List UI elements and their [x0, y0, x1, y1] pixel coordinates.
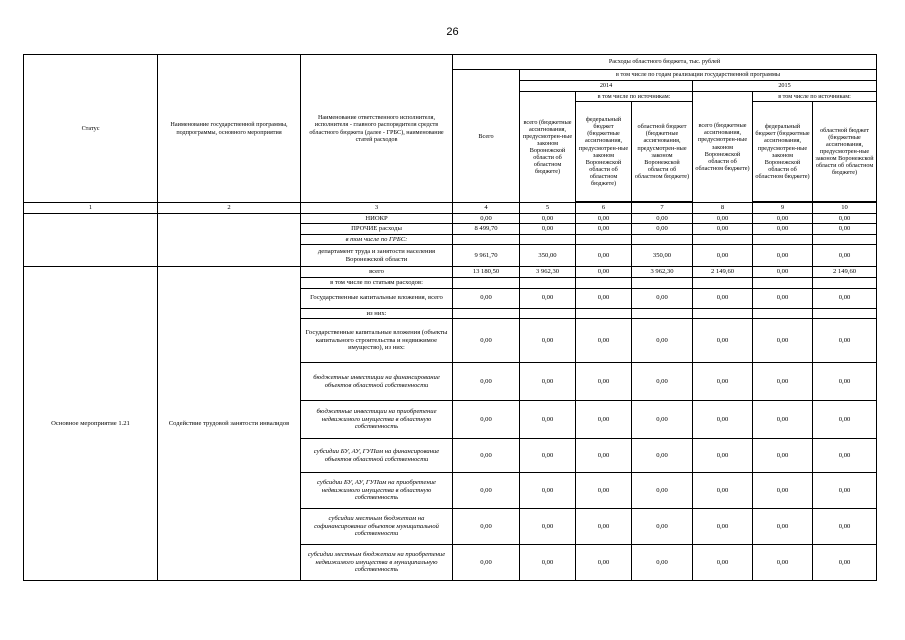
cell-value: 0,00 [693, 473, 753, 509]
cell-value: 0,00 [813, 401, 877, 439]
cell-value: 0,00 [753, 545, 813, 581]
cell-value: 0,00 [813, 288, 877, 308]
header-sources-2015: в том числе по источникам: [753, 92, 877, 102]
cell-value: 0,00 [813, 473, 877, 509]
cell-value: 0,00 [753, 509, 813, 545]
header-expenses-title: Расходы областного бюджета, тыс. рублей [453, 55, 877, 70]
cell-value: 0,00 [520, 319, 576, 363]
cell-value: 8 499,70 [453, 224, 520, 235]
cell-value: 0,00 [576, 267, 632, 278]
cell-value: 0,00 [753, 319, 813, 363]
cell-value: 0,00 [453, 509, 520, 545]
row-label: в том числе по ГРБС: [301, 234, 453, 245]
cell-value: 0,00 [576, 363, 632, 401]
col-number: 5 [520, 203, 576, 214]
cell-value: 0,00 [813, 213, 877, 224]
row-label: из них: [301, 308, 453, 319]
header-executor: Наименование ответственного исполнителя, исполнителя - главного распорядителя средств областного бюджета (далее - ГРБС), наименование статей расходов [301, 55, 453, 203]
cell-value: 0,00 [576, 473, 632, 509]
cell-value: 0,00 [520, 509, 576, 545]
row-label: всего [301, 267, 453, 278]
col-number: 2 [158, 203, 301, 214]
cell-value: 0,00 [576, 319, 632, 363]
table-row [24, 213, 877, 224]
cell-value: 0,00 [693, 213, 753, 224]
cell-value: 0,00 [813, 509, 877, 545]
header-year-2015: 2015 [693, 81, 877, 92]
row-label: в том числе по статьям расходов: [301, 278, 453, 289]
row-label: бюджетные инвестиции на приобретение недвижимого имущества в областную собственность [301, 401, 453, 439]
cell-value: 0,00 [576, 439, 632, 473]
header-total: Всего [453, 70, 520, 203]
cell-value: 0,00 [753, 439, 813, 473]
page-number: 26 [446, 26, 459, 38]
cell-value: 0,00 [753, 213, 813, 224]
cell-value: 13 180,50 [453, 267, 520, 278]
header-sources-2014: в том числе по источникам: [576, 92, 693, 102]
cell-value: 0,00 [753, 401, 813, 439]
cell-value: 0,00 [520, 288, 576, 308]
cell-value: 0,00 [520, 473, 576, 509]
cell-value: 0,00 [753, 473, 813, 509]
cell-value: 0,00 [520, 213, 576, 224]
measure-status: Основное мероприятие 1.21 [24, 267, 158, 581]
col-number: 10 [813, 203, 877, 214]
cell-value: 0,00 [576, 288, 632, 308]
cell-value: 0,00 [813, 245, 877, 267]
cell-value: 0,00 [693, 363, 753, 401]
cell-value: 0,00 [453, 288, 520, 308]
cell-value: 0,00 [632, 363, 693, 401]
cell-value: 0,00 [693, 224, 753, 235]
header-federal-2015: федеральный бюджет (бюджетные ассигнования, предусмотрен-ные законом Воронежской области об областном бюджете) [753, 102, 813, 202]
cell-value: 0,00 [453, 319, 520, 363]
cell-value: 0,00 [693, 509, 753, 545]
table-row [24, 267, 877, 278]
cell-value: 0,00 [520, 439, 576, 473]
cell-value: 0,00 [520, 401, 576, 439]
cell-value: 0,00 [576, 245, 632, 267]
cell-value: 0,00 [753, 245, 813, 267]
col-number: 1 [24, 203, 158, 214]
cell-value: 0,00 [453, 401, 520, 439]
cell-value: 0,00 [576, 224, 632, 235]
cell-value: 0,00 [453, 213, 520, 224]
col-number: 9 [753, 203, 813, 214]
row-label: Государственные капитальные вложения (объекты капитального строительства и недвижимое имущество), из них: [301, 319, 453, 363]
cell-value: 0,00 [632, 288, 693, 308]
col-number: 7 [632, 203, 693, 214]
header-program-name: Наименование государственной программы, подпрограммы, основного мероприятия [158, 55, 301, 203]
header-col-total-2014: всего (бюджетные ассигнования, предусмотрен-ные законом Воронежской области об областном бюджете) [520, 92, 576, 203]
col-number: 8 [693, 203, 753, 214]
col-number: 4 [453, 203, 520, 214]
budget-table [23, 54, 877, 581]
cell-value: 0,00 [520, 224, 576, 235]
cell-value: 0,00 [520, 363, 576, 401]
row-label: субсидии БУ, АУ, ГУПам на приобретение недвижимого имущества в областную собственность [301, 473, 453, 509]
cell-value: 0,00 [632, 401, 693, 439]
cell-value: 0,00 [753, 267, 813, 278]
row-label: бюджетные инвестиции на финансирование объектов областной собственности [301, 363, 453, 401]
cell-value: 0,00 [520, 545, 576, 581]
cell-value: 0,00 [632, 509, 693, 545]
cell-value: 0,00 [576, 545, 632, 581]
col-number: 3 [301, 203, 453, 214]
header-regional-2014: областной бюджет (бюджетные ассигнования, предусмотрен-ные законом Воронежской области об областном бюджете) [632, 102, 693, 202]
cell-value: 0,00 [576, 401, 632, 439]
cell-value: 0,00 [632, 439, 693, 473]
cell-value: 2 149,60 [693, 267, 753, 278]
cell-value: 0,00 [813, 439, 877, 473]
cell-value: 0,00 [632, 224, 693, 235]
header-federal-2014: федеральный бюджет (бюджетные ассигнования, предусмотрен-ные законом Воронежской области об областном бюджете) [576, 102, 632, 202]
cell-value: 0,00 [753, 288, 813, 308]
cell-value: 0,00 [453, 439, 520, 473]
cell-value: 3 962,30 [520, 267, 576, 278]
row-label: департамент труда и занятости населения Воронежской области [301, 245, 453, 267]
cell-value: 3 962,30 [632, 267, 693, 278]
cell-value: 350,00 [632, 245, 693, 267]
cell-value: 0,00 [753, 363, 813, 401]
cell-value: 0,00 [693, 288, 753, 308]
cell-value: 0,00 [813, 319, 877, 363]
column-numbers-row [24, 203, 877, 214]
cell-value: 0,00 [693, 245, 753, 267]
cell-value: 0,00 [693, 439, 753, 473]
cell-value: 0,00 [453, 545, 520, 581]
cell-value: 0,00 [453, 473, 520, 509]
cell-value: 0,00 [813, 545, 877, 581]
cell-value: 0,00 [693, 401, 753, 439]
cell-value: 0,00 [576, 213, 632, 224]
cell-value: 350,00 [520, 245, 576, 267]
cell-value: 0,00 [753, 224, 813, 235]
cell-value: 0,00 [632, 473, 693, 509]
cell-value: 0,00 [813, 224, 877, 235]
cell-value: 0,00 [632, 319, 693, 363]
cell-value: 0,00 [576, 509, 632, 545]
cell-value: 9 961,70 [453, 245, 520, 267]
cell-value: 2 149,60 [813, 267, 877, 278]
measure-name: Содействие трудовой занятости инвалидов [158, 267, 301, 581]
cell-value: 0,00 [632, 213, 693, 224]
row-label: ПРОЧИЕ расходы [301, 224, 453, 235]
row-label: Государственные капитальные вложения, всего [301, 288, 453, 308]
col-number: 6 [576, 203, 632, 214]
row-label: субсидии БУ, АУ, ГУПам на финансирование объектов областной собственности [301, 439, 453, 473]
cell-value: 0,00 [453, 363, 520, 401]
row-label: НИОКР [301, 213, 453, 224]
header-year-2014: 2014 [520, 81, 693, 92]
row-label: субсидии местным бюджетам на софинансирование объектов муниципальной собственности [301, 509, 453, 545]
header-by-years: в том числе по годам реализации государственной программы [520, 70, 877, 81]
header-status: Статус [24, 55, 158, 203]
cell-value: 0,00 [693, 319, 753, 363]
header-col-total-2015: всего (бюджетные ассигнования, предусмотрен-ные законом Воронежской области об областном бюджете) [693, 92, 753, 203]
cell-value: 0,00 [632, 545, 693, 581]
header-regional-2015: областной бюджет (бюджетные ассигнования, предусмотрен-ные законом Воронежской области об областном бюджете) [813, 102, 877, 202]
cell-value: 0,00 [693, 545, 753, 581]
cell-value: 0,00 [813, 363, 877, 401]
row-label: субсидии местным бюджетам на приобретение недвижимого имущества в муниципальную собственность [301, 545, 453, 581]
